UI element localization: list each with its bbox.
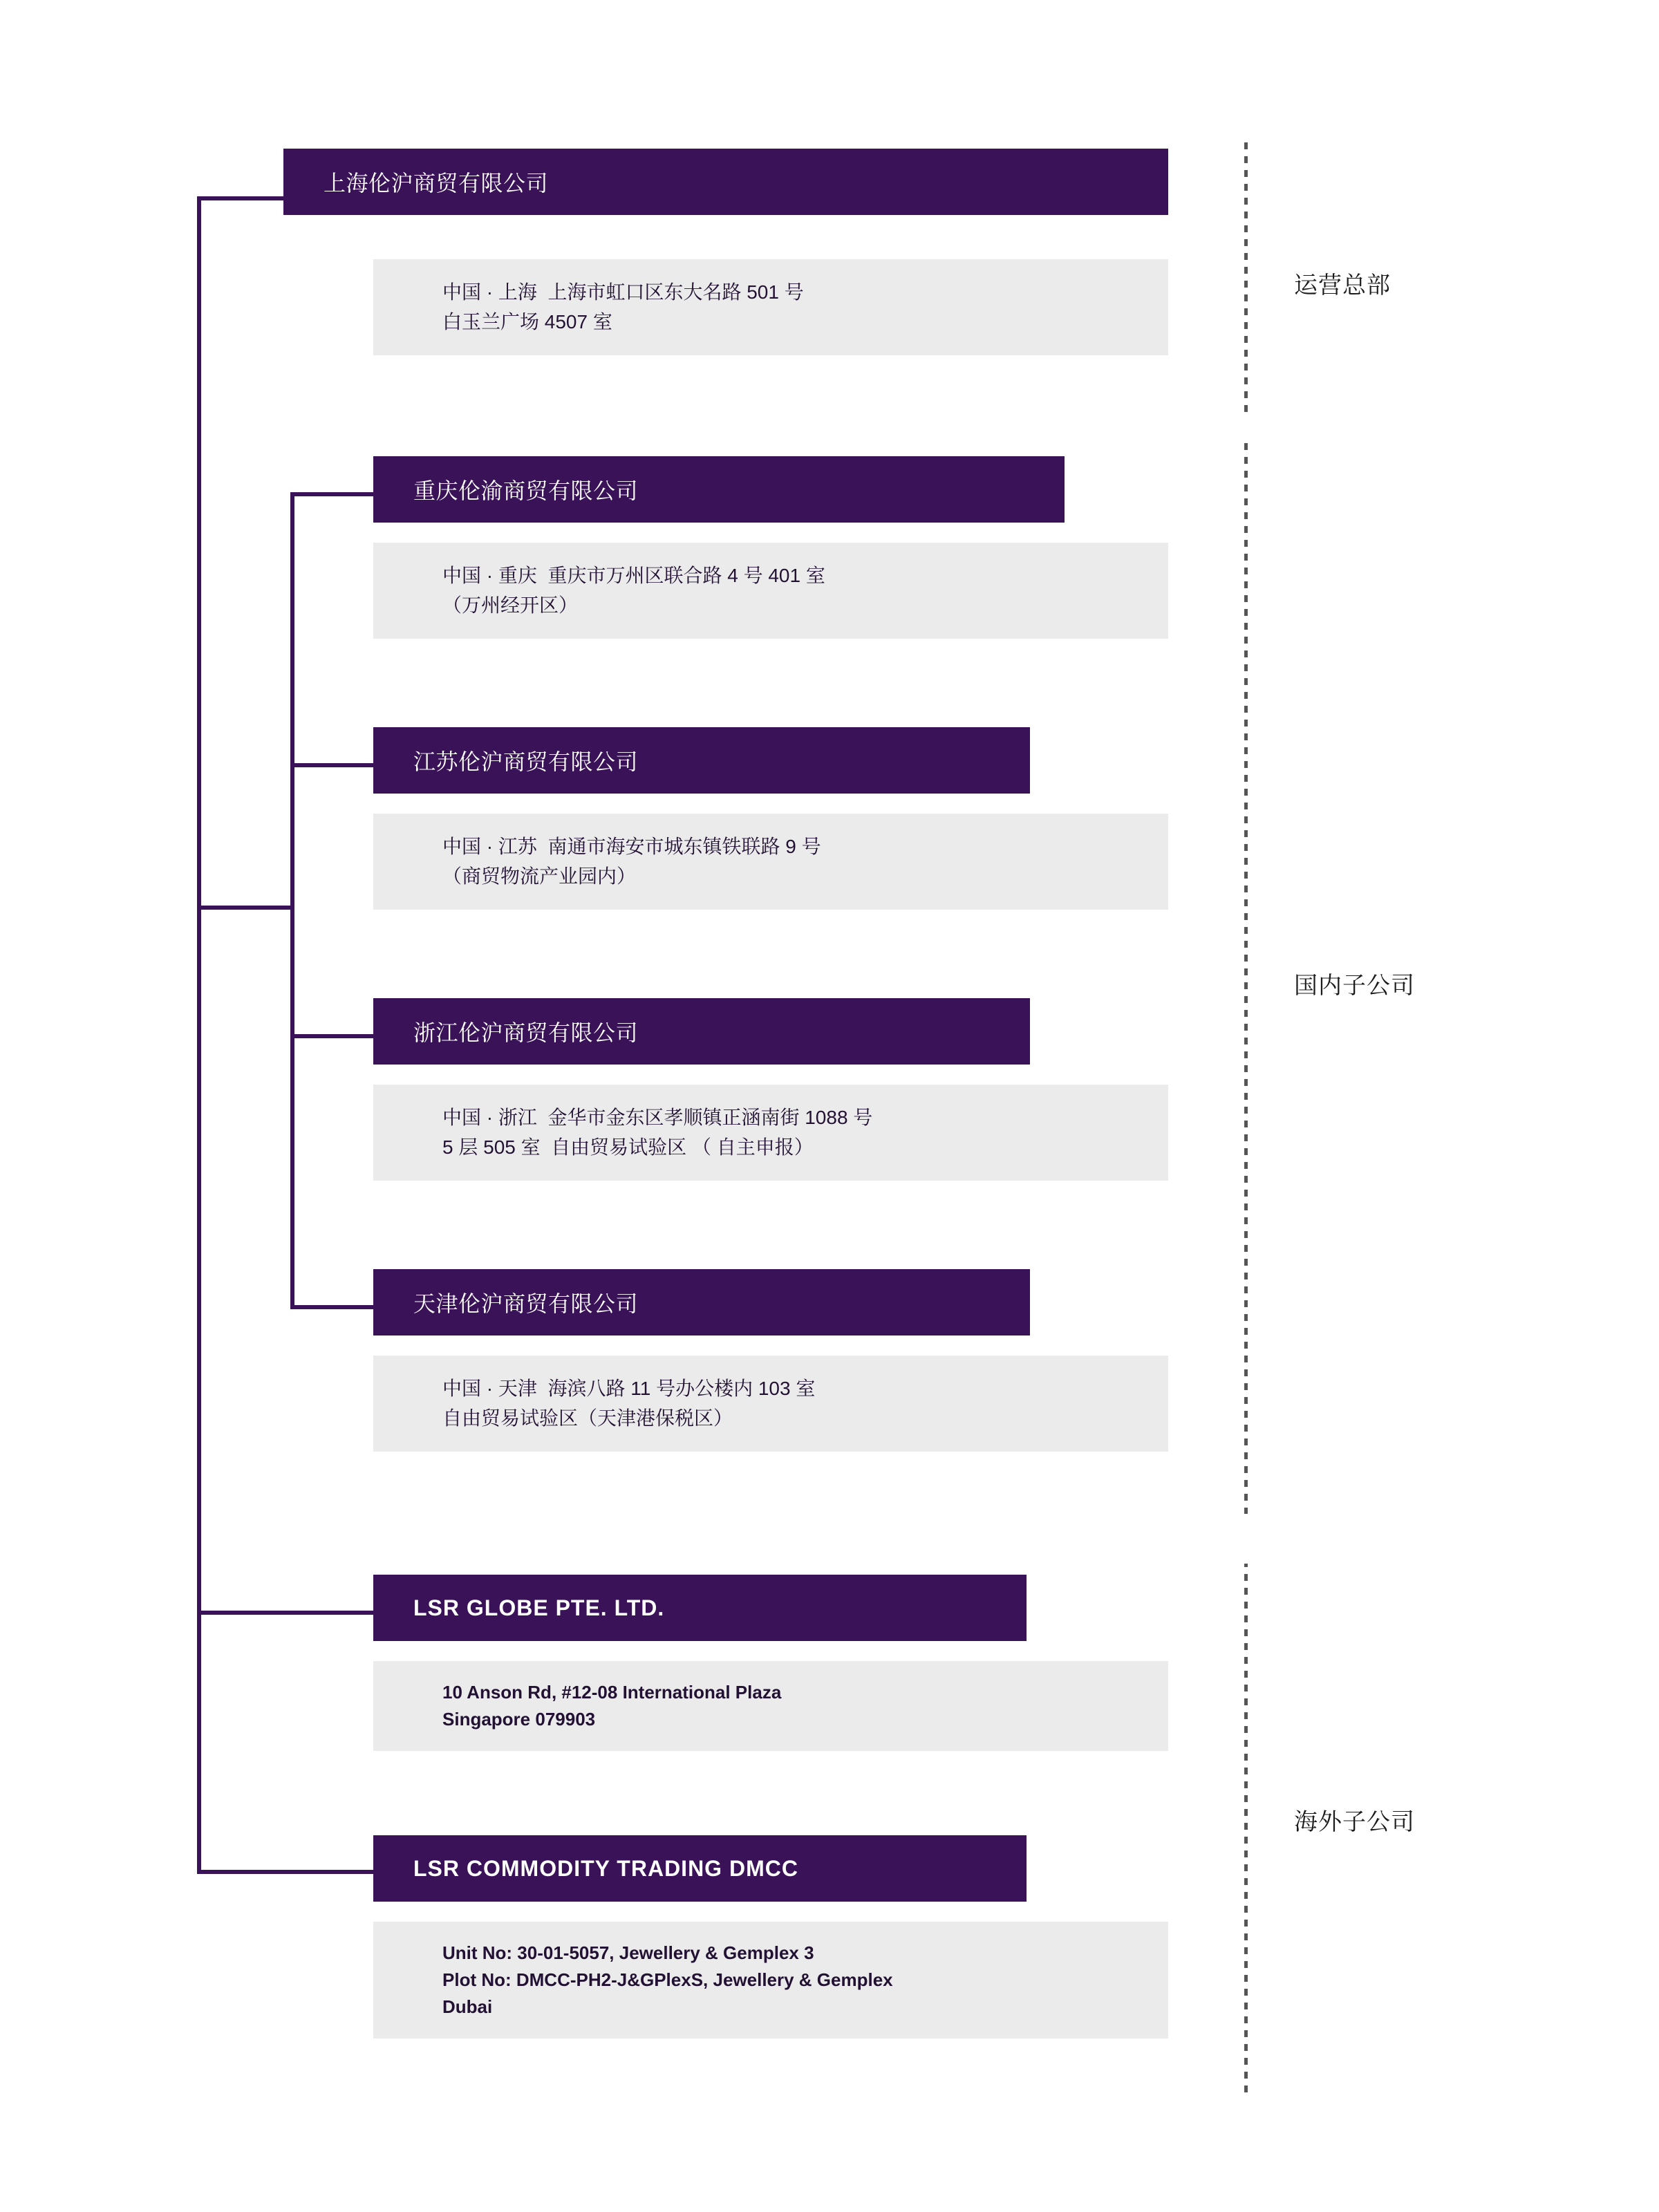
address-line: 5 层 505 室 自由贸易试验区 （ 自主申报） (442, 1136, 814, 1159)
address-block-jiangsu (373, 814, 1168, 910)
group-label-overseas: 海外子公司 (1294, 1809, 1415, 1835)
connector-branch-shanghai (197, 196, 287, 200)
org-node-shanghai[interactable] (283, 149, 1168, 215)
address-line: （商贸物流产业园内） (442, 865, 637, 888)
connector-branch-chongqing (290, 492, 373, 496)
address-block-lsr-globe (373, 1661, 1168, 1751)
address-line: 中国 · 上海 上海市虹口区东大名路 501 号 (442, 281, 804, 303)
address-block-shanghai (373, 259, 1168, 355)
org-node-address-chongqing (373, 543, 1168, 639)
address-line: Unit No: 30-01-5057, Jewellery & Gemplex 3 (442, 1942, 814, 1963)
connector-branch-zhejiang (290, 1034, 373, 1038)
address-line: Plot No: DMCC-PH2-J&GPlexS, Jewellery & Gemplex (442, 1969, 893, 1990)
address-block-chongqing (373, 543, 1168, 639)
connector-branch-lsr-dmcc (197, 1870, 373, 1874)
org-node-address-jiangsu (373, 814, 1168, 910)
org-node-address-lsr-dmcc (373, 1922, 1168, 2038)
address-block-tianjin (373, 1356, 1168, 1452)
org-node-address-lsr-globe (373, 1661, 1168, 1751)
address-line: Dubai (442, 1996, 493, 2017)
group-rail-domestic (1244, 437, 1248, 1514)
connector-trunk-main (197, 198, 201, 1870)
org-node-title-jiangsu: 江苏伦沪商贸有限公司 (373, 727, 1030, 794)
org-node-address-tianjin (373, 1356, 1168, 1452)
address-line: Singapore 079903 (442, 1709, 596, 1730)
org-node-zhejiang[interactable] (373, 998, 1030, 1065)
org-node-title-tianjin: 天津伦沪商贸有限公司 (373, 1269, 1030, 1335)
connector-branch-tianjin (290, 1305, 373, 1309)
org-node-chongqing[interactable] (373, 456, 1065, 523)
org-node-title-chongqing: 重庆伦渝商贸有限公司 (373, 456, 1065, 523)
org-node-title-lsr-dmcc: LSR COMMODITY TRADING DMCC (373, 1835, 1027, 1902)
org-node-title-shanghai: 上海伦沪商贸有限公司 (283, 149, 1168, 215)
address-line: 白玉兰广场 4507 室 (442, 311, 612, 333)
org-node-address-shanghai (373, 259, 1168, 355)
org-node-title-zhejiang: 浙江伦沪商贸有限公司 (373, 998, 1030, 1065)
connector-branch-lsr-globe (197, 1611, 373, 1615)
address-line: 中国 · 天津 海滨八路 11 号办公楼内 103 室 (442, 1378, 816, 1399)
connector-branch-jiangsu (290, 763, 373, 767)
address-line: 中国 · 重庆 重庆市万州区联合路 4 号 401 室 (442, 565, 825, 586)
address-line: 中国 · 浙江 金华市金东区孝顺镇正涵南街 1088 号 (442, 1107, 873, 1128)
group-rail-overseas (1244, 1564, 1248, 2096)
org-node-lsr-dmcc[interactable] (373, 1835, 1027, 1902)
org-node-lsr-globe[interactable] (373, 1575, 1027, 1641)
address-line: 自由贸易试验区（天津港保税区） (442, 1407, 733, 1430)
org-node-address-zhejiang (373, 1085, 1168, 1181)
address-line: 中国 · 江苏 南通市海安市城东镇铁联路 9 号 (442, 836, 821, 857)
org-node-jiangsu[interactable] (373, 727, 1030, 794)
group-label-hq: 运营总部 (1294, 272, 1391, 299)
group-rail-hq (1244, 135, 1248, 412)
connector-trunk-domestic (290, 492, 294, 1308)
address-block-zhejiang (373, 1085, 1168, 1181)
group-label-domestic: 国内子公司 (1294, 973, 1415, 999)
org-node-title-lsr-globe: LSR GLOBE PTE. LTD. (373, 1575, 1027, 1641)
address-line: 10 Anson Rd, #12-08 International Plaza (442, 1682, 782, 1703)
address-block-lsr-dmcc (373, 1922, 1168, 2038)
connector-branch-domestic-root (197, 906, 294, 910)
org-node-tianjin[interactable] (373, 1269, 1030, 1335)
address-line: （万州经开区） (442, 594, 579, 617)
